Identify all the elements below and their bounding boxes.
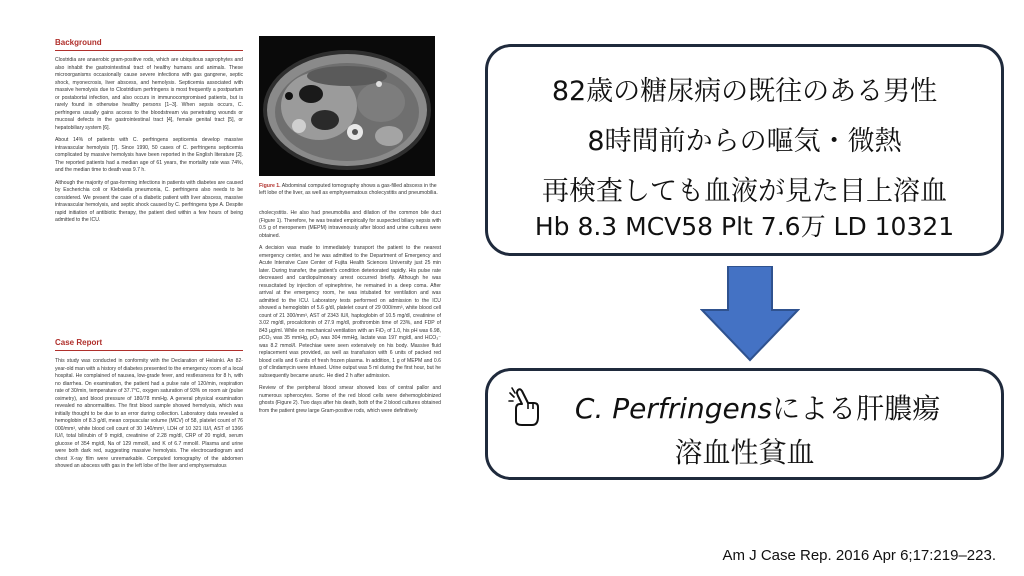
right-text-column bbox=[259, 210, 441, 556]
figure-caption bbox=[259, 183, 439, 197]
diagnosis-line-1 bbox=[488, 387, 1001, 427]
right-paragraph-1: cholecystitis. He also had pneumobilia and dilation of the common bile duct (Figure 1). Therefore, he was treated empirically for suspected biliary sepsis with 0.5 g of meropenem (MEPM) intravenously after blood and urine cultures were obtained. bbox=[259, 210, 441, 239]
organism-name: C. Perfringens bbox=[574, 392, 773, 425]
summary-line-hemolysis: 再検査しても血液が見た目上溶血 bbox=[542, 176, 947, 207]
case-report-heading: Case Report bbox=[55, 338, 103, 347]
background-paragraph-1: Clostridia are anaerobic gram-positive rods, which are ubiquitous saprophytes and also inhabit the gastrointestinal tract of healthy humans and animals. These microorganisms occasionally cause severe infections with gas gangrene, septic shock, myonecrosis, liver abscess, and hemolysis. Septicemia associated with massive hemolysis due to Clostridium perfringens is most frequently a postpartum or postabortal infection, and also occurs in immunocompromised patients, but is rarely found in otherwise healthy persons [1–3]. When sepsis occurs, C. perfringens usually gains access to the bloodstream via penetrating wounds or mucosal defects in the gastrointestinal tract [4], female genital tract [5], or hepatobiliary system [6]. bbox=[55, 57, 243, 131]
heading-rule bbox=[55, 350, 243, 351]
summary-line-labs: Hb 8.3 MCV58 Plt 7.6万 LD 10321 bbox=[534, 212, 955, 241]
diagnosis-line-2: 溶血性貧血 bbox=[674, 436, 815, 469]
down-arrow-icon bbox=[700, 266, 800, 362]
summary-line-symptoms: 8時間前からの嘔気・微熱 bbox=[587, 126, 902, 157]
background-heading: Background bbox=[55, 38, 102, 47]
citation: Am J Case Rep. 2016 Apr 6;17:219–223. bbox=[722, 547, 996, 564]
case-report-paragraph: This study was conducted in conformity with the Declaration of Helsinki. An 82-year-old man with a history of diabetes presented to the emergency room of a local hospital. He complained of nausea, low-grade fever, and restlessness for 8 h, with no diarrhea. On examination, the patient had a pulse rate of 120/min, respiration rate of 30/min, temperature of 37.7°C, oxygen saturation of 93% on room air (pulse oximetry), and blood pressure of 180/78 mmHg. A general physical examination revealed no abnormalities. The first blood sample showed hemolysis, which was initially thought to be due to an error during collection. Laboratory data revealed a hemoglobin of 8.3 g/dl, mean corpuscular volume (MCV) of 58, platelet count of 76 000/mm³, white blood cell count of 30 140/mm³, LDH of 10 321 IU/l, AST of 1366 IU/l, total bilirubin of 9 mg/dl, creatinine of 2.28 mg/dl, CRP of 20 mg/dl, serum glucose of 354 mg/dl, Na of 129 mmol/l, and K of 6.7 mmol/l. Plasma and urine were both dark red, suggesting massive hemolysis. The electrocardiogram and chest X-ray film were unremarkable. Computed tomography of the abdomen showed an abscess with gas in the left lobe of the liver and emphysematous bbox=[55, 358, 243, 469]
background-paragraph-3: Although the majority of gas-forming infections in patients with diabetes are caused by Escherichia coli or Klebsiella pneumonia, C. perfringens also needs to be considered. We present the case of a diabetic patient with liver abscess, massive intravascular hemolysis, and septic shock caused by C. perfringens type A. Despite rapid initiation of antibiotic therapy, the patient died within a few hours of being admitted to the ICU. bbox=[55, 179, 243, 223]
diagnosis-box bbox=[485, 368, 1004, 480]
paper-page-image bbox=[55, 30, 450, 560]
background-text-column bbox=[55, 57, 243, 335]
right-paragraph-2: A decision was made to immediately transport the patient to the nearest emergency center, and he was admitted to the Department of Emergency and Acute Intensive Care Center of Fujita Health Sciences University just 25 min later. During transfer, the patient's condition deteriorated rapidly. His pulse rate decreased and cardiopulmonary arrest occurred briefly. Although he was resuscitated by injection of epinephrine, he remained in a deep coma. After arrival at the emergency room, he was intubated for ventilation and was admitted to the ICU. Laboratory tests performed on admission to the ICU showed a hemoglobin of 5.6 g/dl, platelet count of 29 000/mm³, white blood cell count of 21 300/mm³, AST of 2343 IU/l, haptoglobin of 10.5 mg/dl, creatinine of 3.02 mg/dl, procalcitonin of 27.9 mg/dl, prothrombin time of 23%, and FDP of 843 µg/ml. While on mechanical ventilation with an FiO₂ of 1.0, his pH was 6.98, pCO₂ was 35 mmHg, pO₂ was 304 mmHg, lactate was 197 mg/dl, and HCO₃⁻ was 8.2 mmol/l. Petechiae were seen extensively on his body. Massive fluid replacement was provided, as well as transfusion with 6 units of packed red blood cells and 6 units of fresh frozen plasma. In addition, 1 g of MEPM and 0.6 g of clindamycin were infused. Urine output was 5 ml during the first hour, but he subsequently became anuric. He died 2 h after admission. bbox=[259, 245, 441, 379]
heading-rule bbox=[55, 50, 243, 51]
diagnosis-liver-abscess: による肝膿瘍 bbox=[772, 392, 941, 425]
ct-scan-drawing bbox=[259, 36, 435, 176]
right-paragraph-3: Review of the peripheral blood smear showed loss of central pallor and numerous spherocytes. Some of the red blood cells were dehemoglobinized ghosts (Figure 2). Two days after his death, both of the 2 blood cultures obtained from the patient grew large Gram-positive rods, which were definitively bbox=[259, 385, 441, 414]
summary-line-age: 82歳の糖尿病の既往のある男性 bbox=[551, 76, 938, 107]
case-report-text-column bbox=[55, 358, 243, 556]
case-summary-box bbox=[485, 44, 1004, 256]
figure-label: Figure 1. bbox=[259, 183, 281, 189]
ct-scan-image bbox=[259, 36, 435, 176]
background-paragraph-2: About 14% of patients with C. perfringens septicemia develop massive intravascular hemolysis [7]. Since 1990, 50 cases of C. perfringens septicemia complicated by massive hemolysis have been reported in the English literature [2]. The reported patients had a median age of 61 years, the mortality rate was 74%, and the median time to death was 9.7 h. bbox=[55, 137, 243, 173]
figure-caption-text: Abdominal computed tomography shows a gas-filled abscess in the left lobe of the liver, as well as emphysematous cholecystitis and pneumobilia. bbox=[259, 183, 438, 196]
